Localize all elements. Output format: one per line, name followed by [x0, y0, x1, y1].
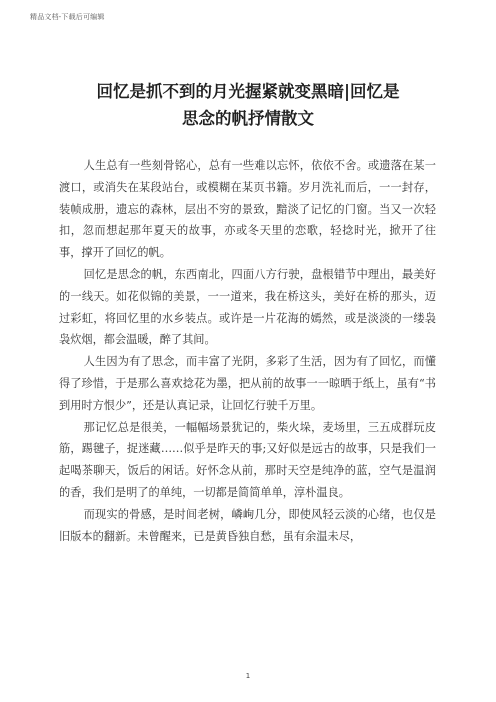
paragraph: 回忆是思念的帆，东西南北，四面八方行驶，盘根错节中理出，最美好的一线天。如花似锦的美景，一一道来，我在桥这头，美好在桥的那头，迈过彩虹，将回忆里的水乡装点。或许是一片花海的嫣然，或是淡淡的一缕袅袅炊烟，都会温暖，醉了其间。: [59, 267, 436, 347]
paragraph: 那记忆总是很美，一幅幅场景犹记的，柴火垛，麦场里，三五成群玩皮筋，踢毽子，捉迷藏……似乎是昨天的事;又好似是远古的故事，只是我们一起喝茶聊天，饭后的闲话。好怀念从前，那时天空是纯净的蓝，空气是温润的香，我们是明了的单纯，一切都是简简单单，淳朴温良。: [59, 420, 436, 499]
paragraph: 人生因为有了思念，而丰富了光阴，多彩了生活，因为有了回忆，而懂得了珍惜，于是那么喜欢捻花为墨，把从前的故事一一晾晒于纸上，虽有“书到用时方恨少”，还是认真记录，让回忆行驶千万里。: [59, 355, 436, 412]
paragraph: 人生总有一些刻骨铭心，总有一些难以忘怀，依依不舍。或遗落在某一渡口，或消失在某段站台，或模糊在某页书籍。岁月洗礼而后，一一封存，装帧成册，遗忘的森林，层出不穷的景致，黯淡了记忆的门窗。当又一次轻扣，忽而想起那年夏天的故事，亦或冬天里的恋歌，轻捻时光，掀开了往事，撑开了回忆的帆。: [59, 159, 436, 260]
document-header-note: 精品文档-下载后可编辑: [30, 13, 105, 21]
paragraph: 而现实的骨感，是时间老树，嶙峋几分，即使风轻云淡的心绪，也仅是旧版本的翻新。未曾醒来，已是黄昏独自愁，虽有余温未尽，: [59, 507, 436, 543]
article-title-line-1: 回忆是抓不到的月光握紧就变黑暗|回忆是: [96, 82, 400, 101]
article-body: [59, 155, 436, 547]
article-title: [40, 78, 456, 132]
article-title-line-2: 思念的帆抒情散文: [182, 109, 314, 128]
page-number: 1: [245, 672, 251, 680]
